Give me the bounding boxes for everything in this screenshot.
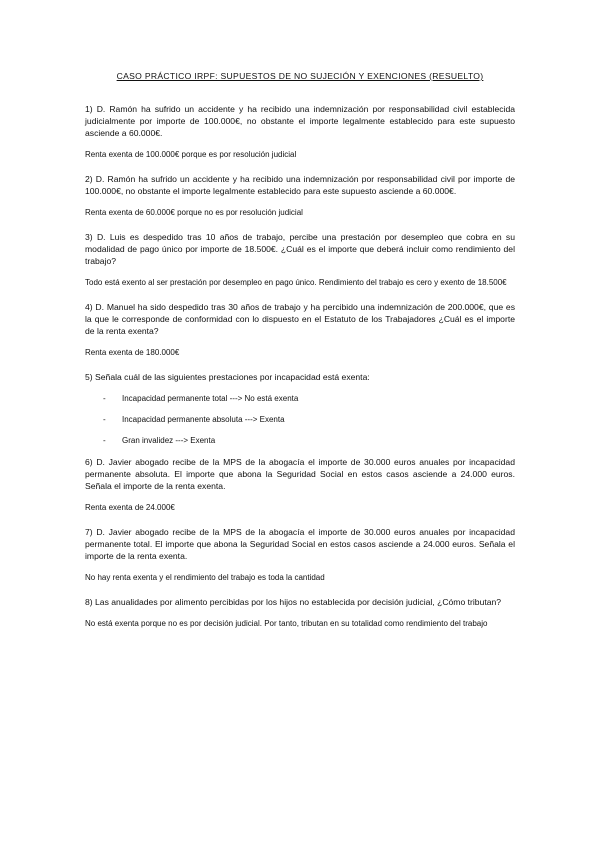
question-8: 8) Las anualidades por alimento percibidas por los hijos no establecida por decisión judicial, ¿Cómo tributan? [85, 597, 502, 607]
answer-1: Renta exenta de 100.000€ porque es por resolución judicial [85, 150, 297, 159]
option-text: Incapacidad permanente absoluta ---> Exenta [122, 415, 285, 424]
question-1: 1) D. Ramón ha sufrido un accidente y ha recibido una indemnización por responsabilidad civil establecida judicialmente por importe de 100.000€, no obstante el importe legalmente establecido para este supuesto asciende a 60.000€. [85, 104, 515, 138]
answer-6: Renta exenta de 24.000€ [85, 503, 175, 512]
answer-8: No está exenta porque no es por decisión judicial. Por tanto, tributan en su totalidad como rendimiento del trabajo [85, 619, 488, 628]
question-2: 2) D. Ramón ha sufrido un accidente y ha recibido una indemnización por responsabilidad civil por importe de 100.000€, no obstante el importe legalmente establecido para este supuesto asciende a 60.000€. [85, 174, 515, 196]
incapacity-options-list [85, 393, 515, 447]
answer-3: Todo está exento al ser prestación por desempleo en pago único. Rendimiento del trabajo es cero y exento de 18.500€ [85, 278, 507, 287]
answer-2: Renta exenta de 60.000€ porque no es por resolución judicial [85, 208, 303, 217]
document-title: CASO PRÁCTICO IRPF: SUPUESTOS DE NO SUJECIÓN Y EXENCIONES (RESUELTO) [116, 71, 484, 81]
option-text: Gran invalidez ---> Exenta [122, 436, 216, 445]
answer-4: Renta exenta de 180.000€ [85, 348, 180, 357]
question-5: 5) Señala cuál de las siguientes prestaciones por incapacidad está exenta: [85, 372, 370, 382]
document-page [85, 70, 515, 642]
list-item: - Incapacidad permanente absoluta ---> Exenta [103, 415, 285, 424]
list-item: - Gran invalidez ---> Exenta [103, 436, 216, 445]
list-item: - Incapacidad permanente total ---> No está exenta [103, 394, 299, 403]
question-4: 4) D. Manuel ha sido despedido tras 30 años de trabajo y ha percibido una indemnización de 200.000€, que es la que le corresponde de conformidad con lo dispuesto en el Estatuto de los Trabajadores ¿Cuál es el importe de la renta exenta? [85, 302, 515, 336]
answer-7: No hay renta exenta y el rendimiento del trabajo es toda la cantidad [85, 573, 325, 582]
question-3: 3) D. Luis es despedido tras 10 años de trabajo, percibe una prestación por desempleo que cobra en su modalidad de pago único por importe de 18.500€. ¿Cuál es el importe que deberá incluir como rendimiento del trabajo? [85, 232, 515, 266]
question-7: 7) D. Javier abogado recibe de la MPS de la abogacía el importe de 30.000 euros anuales por incapacidad permanente total. El importe que abona la Seguridad Social en estos casos asciende a 24.000 euros. Señala el importe de la renta exenta. [85, 527, 515, 561]
question-6: 6) D. Javier abogado recibe de la MPS de la abogacía el importe de 30.000 euros anuales por incapacidad permanente absoluta. El importe que abona la Seguridad Social en estos casos asciende a 24.000 euros. Señala el importe de la renta exenta. [85, 457, 515, 491]
option-text: Incapacidad permanente total ---> No está exenta [122, 394, 299, 403]
